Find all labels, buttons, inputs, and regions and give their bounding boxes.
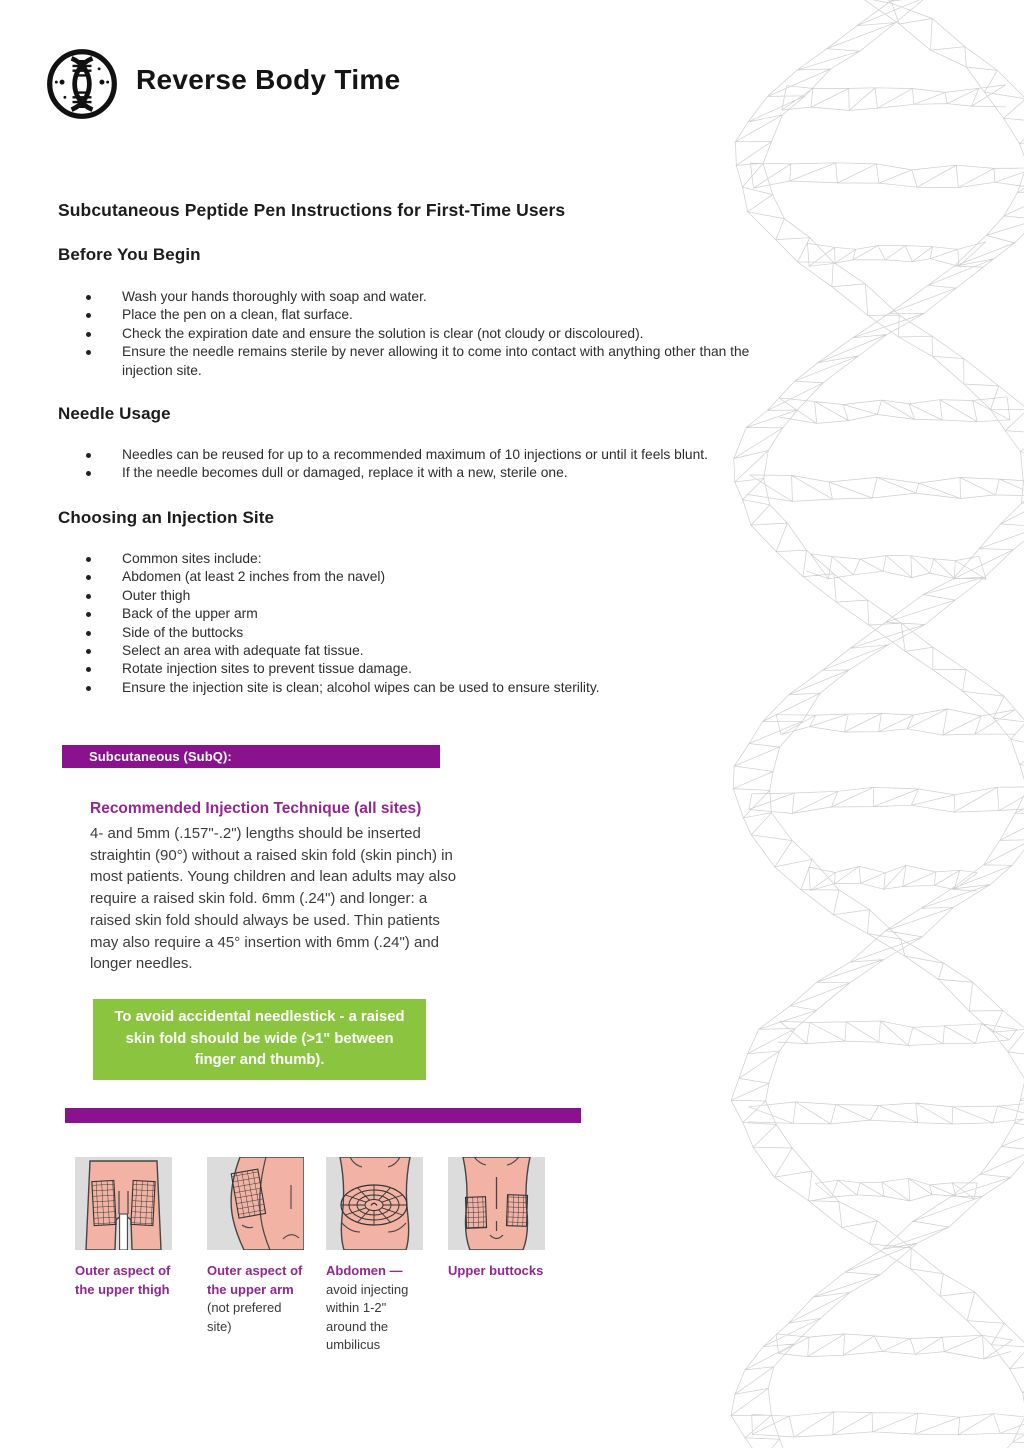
caption-abdomen — [326, 1262, 418, 1355]
dna-circle-logo-icon — [44, 46, 120, 122]
caption-label: Abdomen — — [326, 1263, 403, 1278]
bullet-item: Needles can be reused for up to a recommended maximum of 10 injections or until it feels blunt. — [86, 446, 786, 464]
caption-label: Outer aspect of the upper thigh — [75, 1263, 171, 1297]
bullet-item: Place the pen on a clean, flat surface. — [86, 306, 786, 324]
bullet-item: Rotate injection sites to prevent tissue damage. — [86, 660, 786, 678]
upper-buttocks-figure-image — [448, 1157, 545, 1250]
bullet-item: Ensure the needle remains sterile by never allowing it to come into contact with anything other than the injection site. — [86, 343, 786, 380]
bullet-item: Back of the upper arm — [86, 605, 786, 623]
bullet-item: Side of the buttocks — [86, 624, 786, 642]
section-heading-before-you-begin: Before You Begin — [58, 245, 201, 264]
bullet-item: Outer thigh — [86, 587, 786, 605]
caption-note: avoid injecting within 1-2" around the umbilicus — [326, 1281, 409, 1352]
section-heading-needle-usage: Needle Usage — [58, 404, 171, 423]
upper-arm-figure-image — [207, 1157, 304, 1250]
bullet-item: Wash your hands thoroughly with soap and water. — [86, 288, 786, 306]
before-you-begin-list — [86, 288, 786, 380]
technique-heading: Recommended Injection Technique (all sites) — [90, 800, 422, 817]
bullet-item: Ensure the injection site is clean; alcohol wipes can be used to ensure sterility. — [86, 679, 786, 697]
section-heading-choosing-site: Choosing an Injection Site — [58, 508, 275, 527]
brand-title: Reverse Body Time — [136, 64, 401, 95]
page-title: Subcutaneous Peptide Pen Instructions for First-Time Users — [58, 200, 566, 220]
needlestick-warning-box — [93, 999, 426, 1080]
purple-divider-bar — [65, 1108, 581, 1123]
bullet-item: Abdomen (at least 2 inches from the navel) — [86, 568, 786, 586]
abdomen-figure-image — [326, 1157, 423, 1250]
caption-label: Upper buttocks — [448, 1263, 544, 1278]
subq-banner — [62, 745, 440, 768]
caption-note: (not prefered site) — [207, 1300, 282, 1334]
caption-label: Outer aspect of the upper arm — [207, 1263, 303, 1297]
caption-upper-thigh — [75, 1262, 181, 1299]
caption-upper-buttocks — [448, 1262, 560, 1281]
bullet-item: Select an area with adequate fat tissue. — [86, 642, 786, 660]
bullet-item: Common sites include: — [86, 550, 786, 568]
bullet-item: Check the expiration date and ensure the solution is clear (not cloudy or discoloured). — [86, 325, 786, 343]
choosing-site-list — [86, 550, 786, 697]
subq-banner-label: Subcutaneous (SubQ): — [89, 749, 232, 764]
bullet-item: If the needle becomes dull or damaged, replace it with a new, sterile one. — [86, 464, 786, 482]
upper-thigh-figure-image — [75, 1157, 172, 1250]
needlestick-warning-text: To avoid accidental needlestick - a raised skin fold should be wide (>1" between finger and thumb). — [114, 1009, 405, 1069]
needle-usage-list — [86, 446, 786, 483]
caption-upper-arm — [207, 1262, 303, 1336]
technique-body-text: 4- and 5mm (.157"-.2") lengths should be inserted straightin (90°) without a raised skin fold (skin pinch) in most patients. Young children and lean adults may also require a raised skin fold. 6mm (.24") and longer: a raised skin fold should always be used. Thin patients may also require a 45° insertion with 6mm (.24") and longer needles. — [90, 825, 457, 973]
